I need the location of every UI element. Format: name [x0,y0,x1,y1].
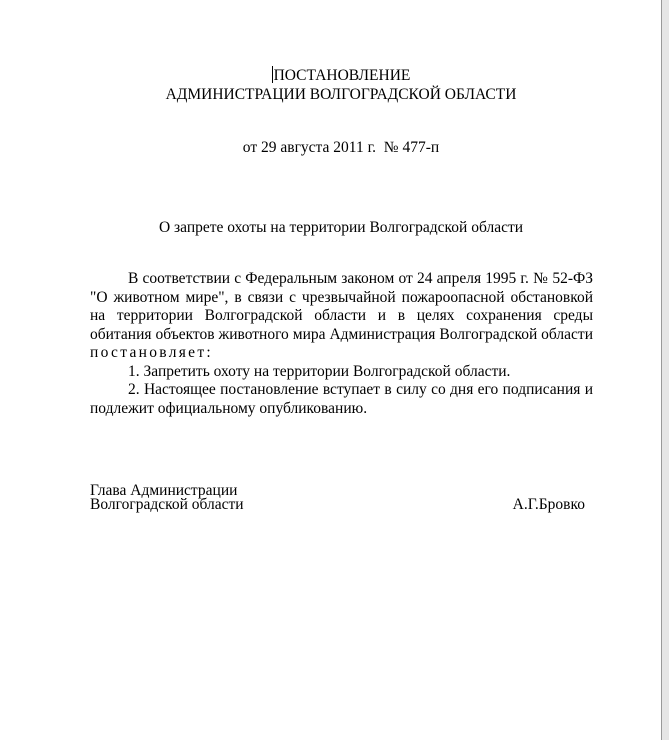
document-body [90,270,593,418]
decree-word: постановляет: [90,344,214,361]
decree-item-2: 2. Настоящее постановление вступает в силу со дня его подписания и подлежит официальному опубликованию. [90,381,593,417]
document-organization: АДМИНИСТРАЦИИ ВОЛГОГРАДСКОЙ ОБЛАСТИ [165,86,517,103]
document-title-line [0,66,669,85]
signature-name: А.Г.Бровко [512,496,585,513]
page-edge [662,0,669,740]
signature-position-line-2: Волгоградской области [90,496,244,513]
preamble-text: В соответствии с Федеральным законом от 24 апреля 1995 г. № 52-ФЗ "О животном мире", в связи с чрезвычайной пожароопасной обстановкой на территории Волгоградской области и в целях сохранения среды обитания объектов животного мира Администрация Волгоградской области [90,270,593,343]
text-cursor [272,66,273,83]
document-subject: О запрете охоты на территории Волгоградской области [158,219,524,236]
document-date-number: от 29 августа 2011 г. № 477-п [242,139,440,156]
preamble-paragraph [90,270,593,363]
signature-position-line-1: Глава Администрации [90,482,238,499]
decree-item-1: 1. Запретить охоту на территории Волгоградской области. [128,362,511,380]
document-title: ПОСТАНОВЛЕНИЕ [273,67,411,84]
signature-position [90,484,244,512]
